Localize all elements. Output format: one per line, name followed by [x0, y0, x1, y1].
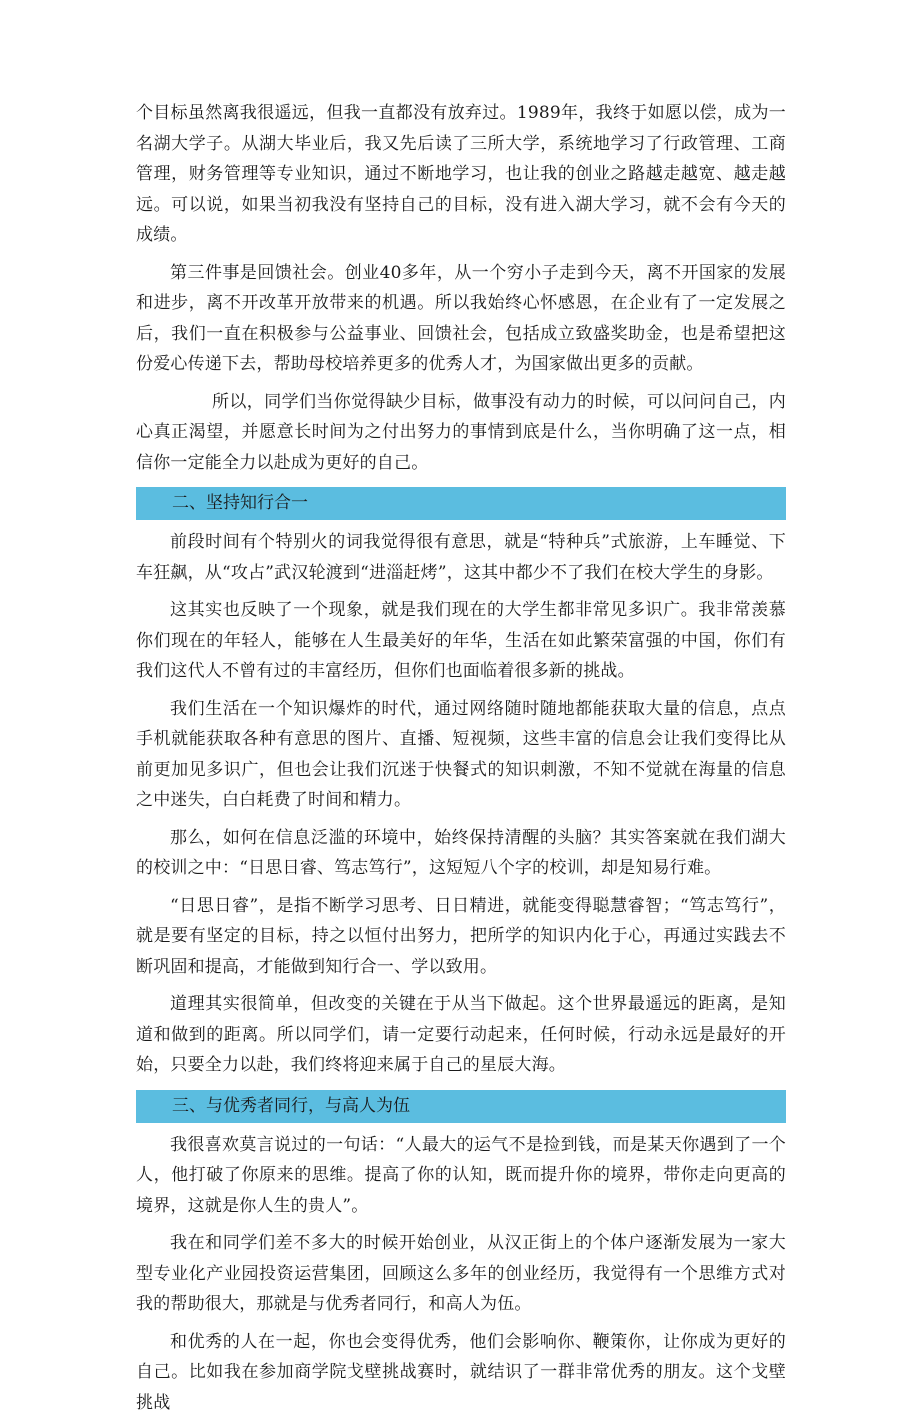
- section-heading-3: 三、与优秀者同行，与高人为伍: [136, 1090, 786, 1123]
- paragraph: “日思日睿”，是指不断学习思考、日日精进，就能变得聪慧睿智；“笃志笃行”，就是要有坚定的目标，持之以恒付出努力，把所学的知识内化于心，再通过实践去不断巩固和提高，才能做到知行合一、学以致用。: [136, 895, 786, 977]
- paragraph: 个目标虽然离我很遥远，但我一直都没有放弃过。1989年，我终于如愿以偿，成为一名湖大学子。从湖大毕业后，我又先后读了三所大学，系统地学习了行政管理、工商管理，财务管理等专业知识，通过不断地学习，也让我的创业之路越走越宽、越走越远。可以说，如果当初我没有坚持自己的目标，没有进入湖大学习，就不会有今天的成绩。: [136, 103, 786, 245]
- section-heading-2: 二、坚持知行合一: [136, 487, 786, 520]
- paragraph: 我很喜欢莫言说过的一句话：“人最大的运气不是捡到钱，而是某天你遇到了一个人，他打破了你原来的思维。提高了你的认知，既而提升你的境界，带你走向更高的境界，这就是你人生的贵人”。: [136, 1134, 786, 1216]
- paragraph: 第三件事是回馈社会。创业40多年，从一个穷小子走到今天，离不开国家的发展和进步，离不开改革开放带来的机遇。所以我始终心怀感恩，在企业有了一定发展之后，我们一直在积极参与公益事业、回馈社会，包括成立致盛奖助金，也是希望把这份爱心传递下去，帮助母校培养更多的优秀人才，为国家做出更多的贡献。: [136, 262, 786, 374]
- paragraph: 我们生活在一个知识爆炸的时代，通过网络随时随地都能获取大量的信息，点点手机就能获取各种有意思的图片、直播、短视频，这些丰富的信息会让我们变得比从前更加见多识广，但也会让我们沉迷于快餐式的知识刺激，不知不觉就在海量的信息之中迷失，白白耗费了时间和精力。: [136, 698, 786, 810]
- paragraph: 道理其实很简单，但改变的关键在于从当下做起。这个世界最遥远的距离，是知道和做到的距离。所以同学们，请一定要行动起来，任何时候，行动永远是最好的开始，只要全力以赴，我们终将迎来属于自己的星辰大海。: [136, 994, 786, 1075]
- paragraph: 那么，如何在信息泛滥的环境中，始终保持清醒的头脑？其实答案就在我们湖大的校训之中：“日思日睿、笃志笃行”，这短短八个字的校训，却是知易行难。: [136, 827, 786, 878]
- paragraph: 前段时间有个特别火的词我觉得很有意思，就是“特种兵”式旅游，上车睡觉、下车狂飙，从“攻占”武汉轮渡到“进淄赶烤”，这其中都少不了我们在校大学生的身影。: [136, 532, 786, 583]
- paragraph: 和优秀的人在一起，你也会变得优秀，他们会影响你、鞭策你，让你成为更好的自己。比如我在参加商学院戈壁挑战赛时，就结识了一群非常优秀的朋友。这个戈壁挑战: [136, 1331, 786, 1413]
- paragraph: 我在和同学们差不多大的时候开始创业，从汉正街上的个体户逐渐发展为一家大型专业化产业园投资运营集团，回顾这么多年的创业经历，我觉得有一个思维方式对我的帮助很大，那就是与优秀者同行，和高人为伍。: [136, 1233, 786, 1314]
- document-page: [136, 98, 786, 1425]
- paragraph: 所以，同学们当你觉得缺少目标，做事没有动力的时候，可以问问自己，内心真正渴望，并愿意长时间为之付出努力的事情到底是什么，当你明确了这一点，相信你一定能全力以赴成为更好的自己。: [136, 391, 786, 473]
- paragraph: 这其实也反映了一个现象，就是我们现在的大学生都非常见多识广。我非常羡慕你们现在的年轻人，能够在人生最美好的年华，生活在如此繁荣富强的中国，你们有我们这代人不曾有过的丰富经历，但你们也面临着很多新的挑战。: [136, 600, 786, 681]
